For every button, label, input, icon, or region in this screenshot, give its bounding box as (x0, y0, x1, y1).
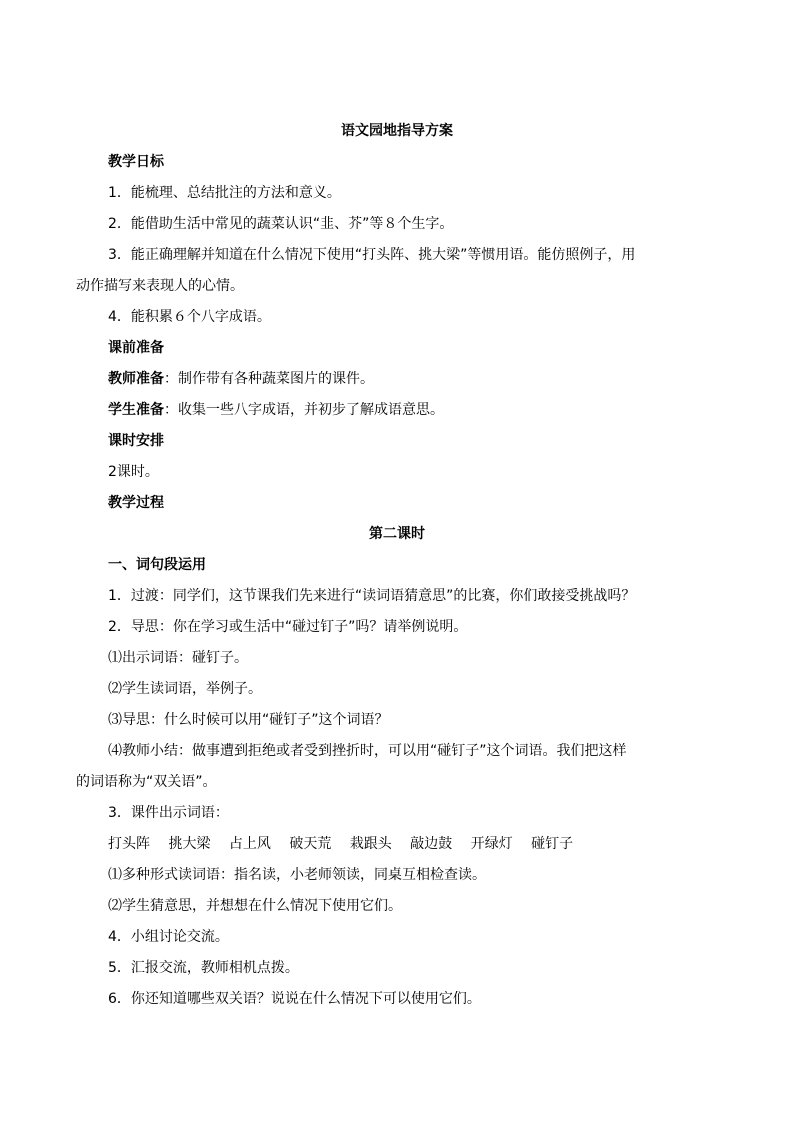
step-subitem: ⑴多种形式读词语：指名读，小老师领读，同桌互相检查读。 (108, 867, 486, 883)
vocab-word: 挑大梁 (168, 836, 211, 852)
step-subitem: ⑵学生猜意思，并想想在什么情况下使用它们。 (108, 898, 402, 914)
step-item: 1．过渡：同学们，这节课我们先来进行“读词语猜意思”的比赛，你们敢接受挑战吗？ (108, 588, 636, 604)
step-item: 6．你还知道哪些双关语？说说在什么情况下可以使用它们。 (108, 991, 481, 1007)
goal-item: 2．能借助生活中常见的蔬菜认识“韭、芥”等８个生字。 (108, 216, 454, 232)
goal-item-continuation: 动作描写来表现人的心情。 (76, 278, 244, 294)
goal-item: 4．能积累６个八字成语。 (108, 309, 271, 325)
part1-heading: 一、词句段运用 (108, 557, 206, 573)
step-subitem: ⑶导思：什么时候可以用“碰钉子”这个词语？ (108, 712, 389, 728)
step-subitem: ⑷教师小结：做事遭到拒绝或者受到挫折时，可以用“碰钉子”这个词语。我们把这样 (108, 743, 627, 759)
vocab-word: 敲边鼓 (410, 836, 453, 852)
teacher-prep-label: 教师准备 (108, 371, 164, 387)
step-item: 3．课件出示词语： (108, 805, 229, 821)
student-prep-text: ：收集一些八字成语，并初步了解成语意思。 (164, 402, 444, 418)
goal-item: 3．能正确理解并知道在什么情况下使用“打头阵、挑大梁”等惯用语。能仿照例子，用 (108, 247, 636, 263)
schedule-text: 2课时。 (108, 464, 159, 480)
step-item: 5．汇报交流，教师相机点拨。 (108, 960, 299, 976)
vocab-word: 碰钉子 (531, 836, 574, 852)
vocab-word: 栽跟头 (349, 836, 392, 852)
step-item: 2．导思：你在学习或生活中“碰过钉子”吗？请举例说明。 (108, 619, 468, 635)
prep-heading: 课前准备 (108, 340, 164, 356)
goal-item: 1．能梳理、总结批注的方法和意义。 (108, 185, 341, 201)
vocab-word: 破天荒 (289, 836, 332, 852)
student-prep (108, 400, 718, 420)
vocab-word: 打头阵 (108, 836, 150, 852)
step-subitem: ⑴出示词语：碰钉子。 (108, 650, 248, 666)
process-heading: 教学过程 (108, 495, 164, 511)
document-title: 语文园地指导方案 (341, 123, 453, 139)
vocab-word: 开绿灯 (470, 836, 513, 852)
teacher-prep (108, 369, 718, 389)
lesson-title: 第二课时 (369, 526, 425, 542)
teacher-prep-text: ：制作带有各种蔬菜图片的课件。 (164, 371, 374, 387)
schedule-heading: 课时安排 (108, 433, 164, 449)
goals-heading: 教学日标 (108, 154, 164, 170)
vocab-list (108, 834, 718, 854)
step-subitem: ⑵学生读词语，举例子。 (108, 681, 262, 697)
student-prep-label: 学生准备 (108, 402, 164, 418)
step-subitem-continuation: 的词语称为“双关语”。 (76, 774, 217, 790)
vocab-word: 占上风 (228, 836, 271, 852)
step-item: 4．小组讨论交流。 (108, 929, 229, 945)
